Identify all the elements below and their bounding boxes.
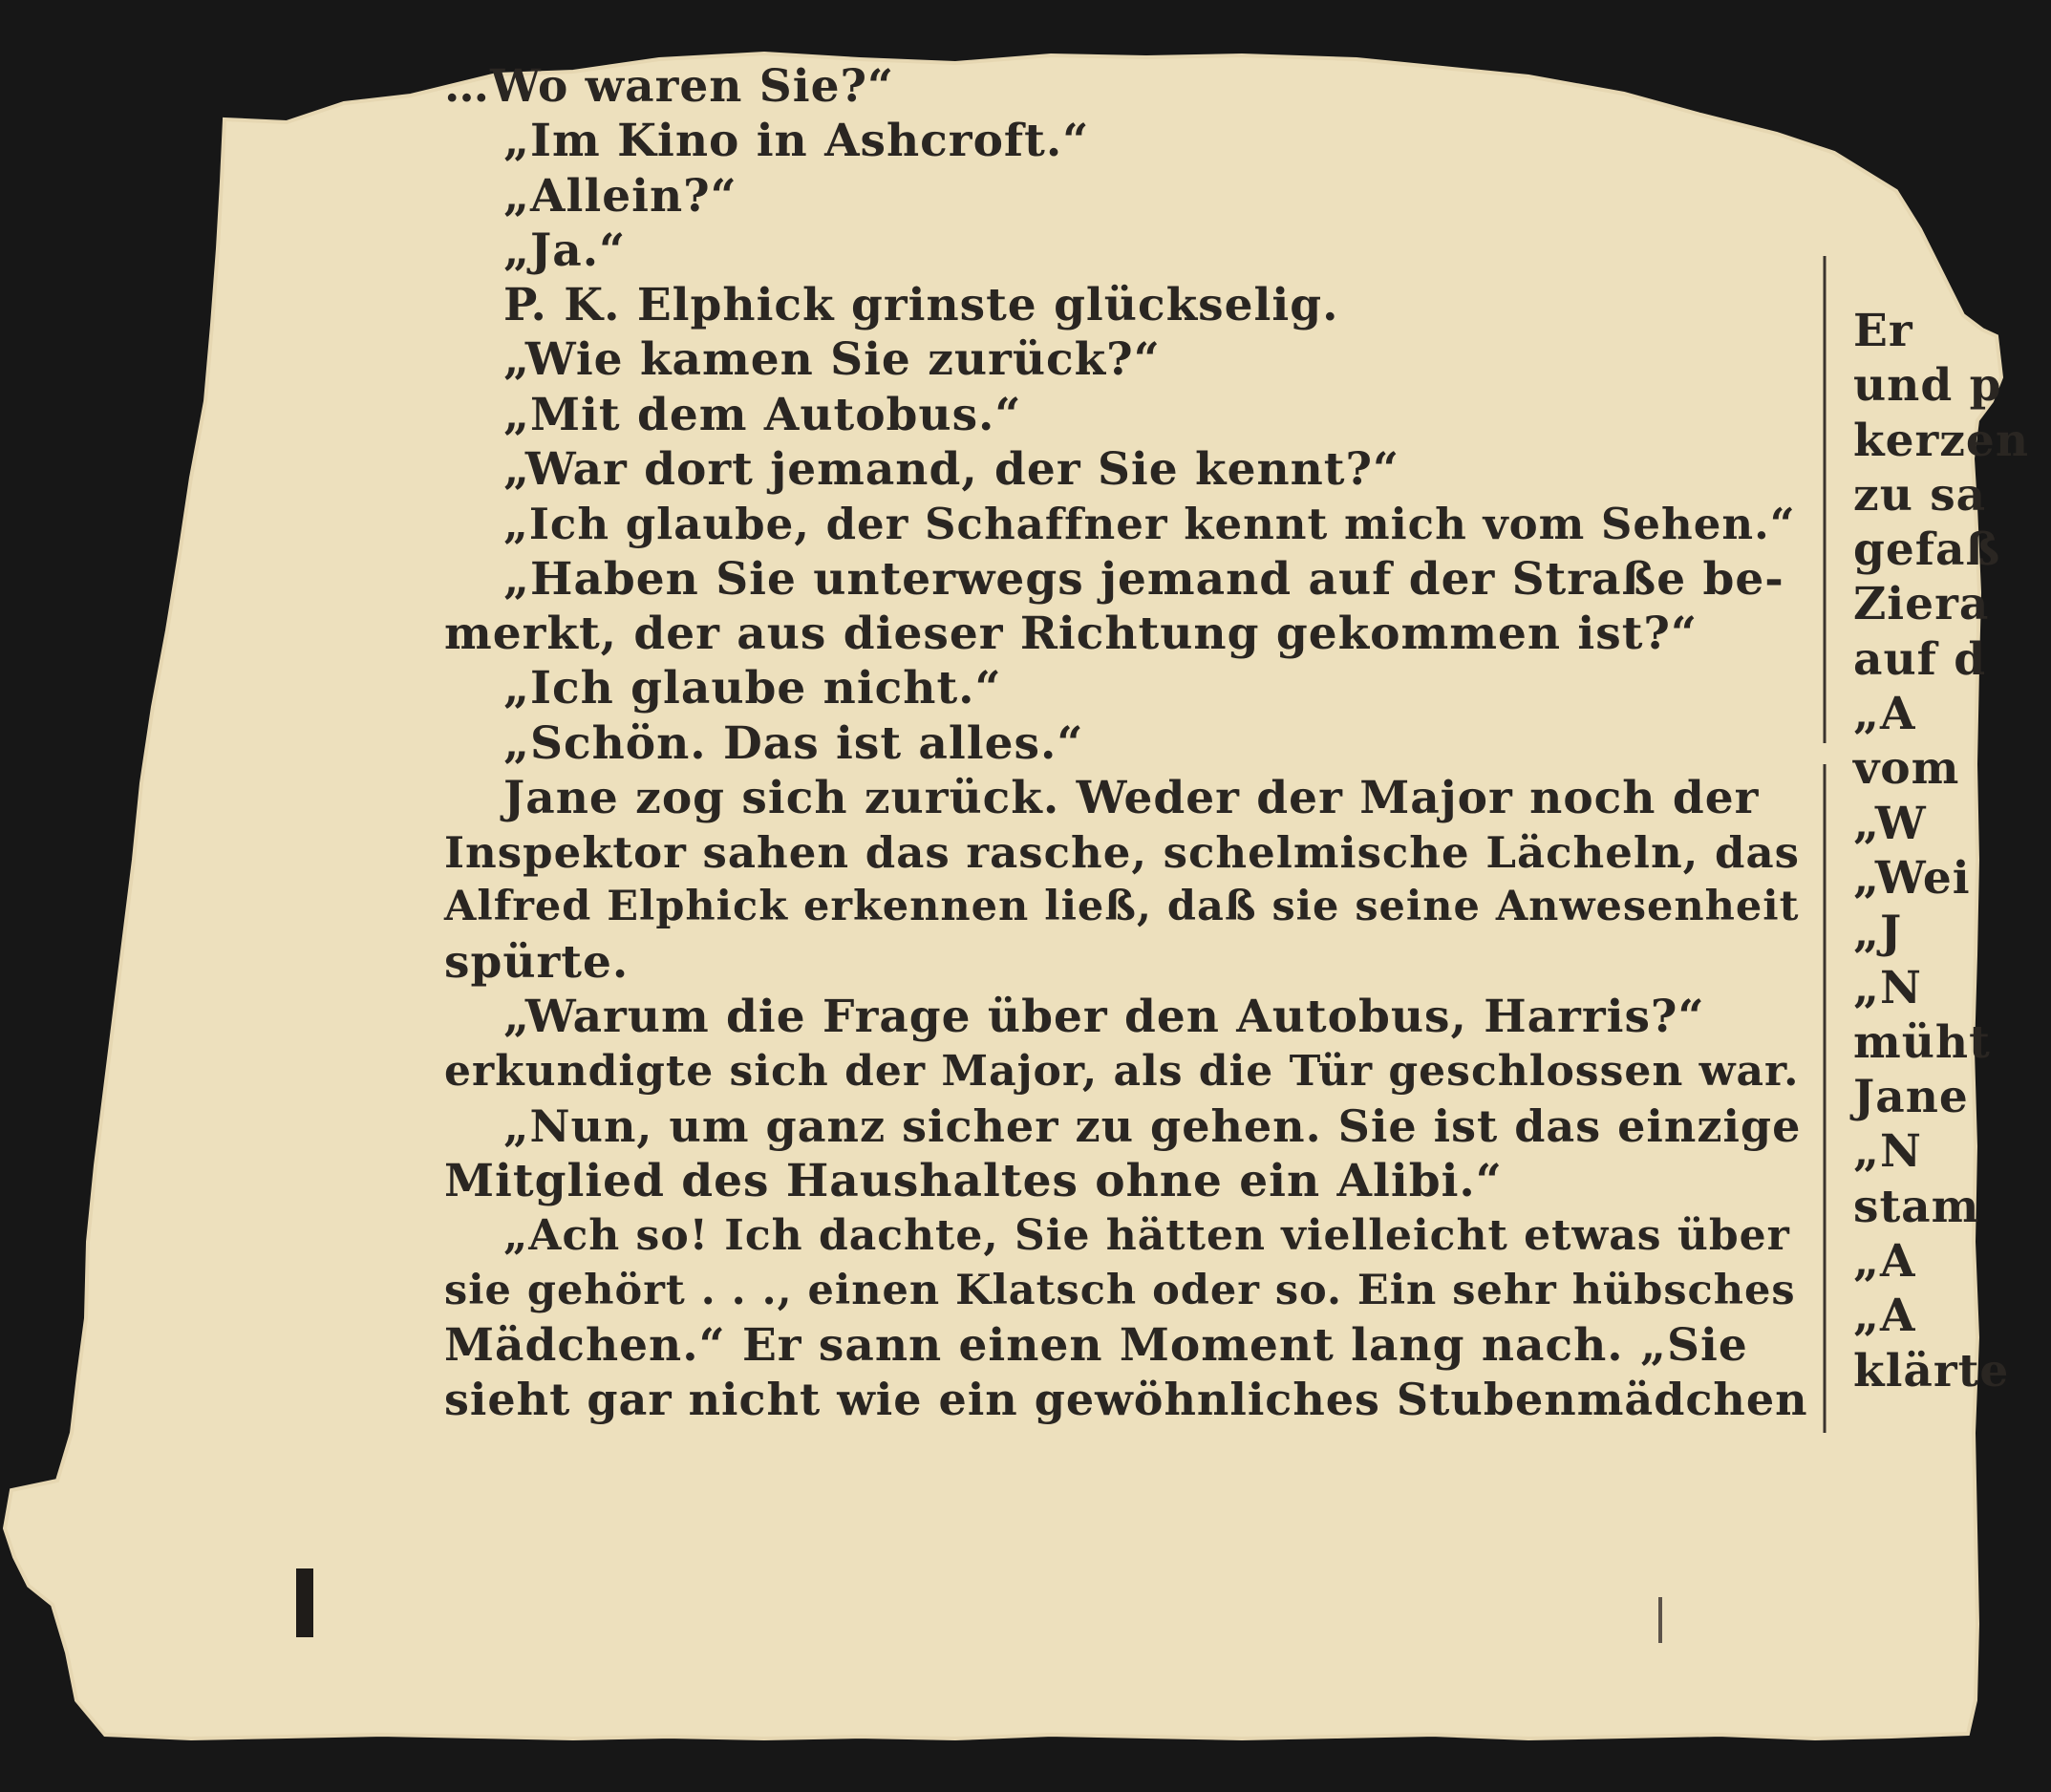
text-line-fragment: gefaß [1853, 523, 2001, 577]
text-line: „Ach so! Ich dachte, Sie hätten vielleicht etwas über [503, 1211, 1790, 1261]
text-line: Inspektor sahen das rasche, schelmische Lächeln, das [444, 827, 1800, 879]
text-line-fragment: „N [1853, 1125, 1922, 1179]
text-line-fragment: auf d [1853, 632, 1987, 686]
text-line-fragment: Er [1853, 305, 1913, 357]
text-line: „Haben Sie unterwegs jemand auf der Straße be- [503, 552, 1784, 606]
text-line-fragment: „A [1853, 688, 1916, 741]
text-line-fragment: Ziera [1853, 578, 1990, 631]
text-line-fragment: vom [1853, 742, 1960, 796]
text-line: „Ich glaube nicht.“ [503, 662, 1002, 715]
text-line-fragment: „A [1853, 1290, 1916, 1343]
text-line-fragment: kerzen [1853, 414, 2029, 467]
text-line-fragment: müht [1853, 1015, 1991, 1069]
ink-blot-left [296, 1568, 313, 1637]
text-line: „Ich glaube, der Schaffner kennt mich vom Sehen.“ [503, 499, 1796, 550]
text-line: „Ja.“ [503, 224, 627, 277]
text-line: spürte. [444, 935, 630, 989]
text-line-fragment: und p [1853, 359, 2002, 413]
text-line: merkt, der aus dieser Richtung gekommen ist?“ [444, 607, 1698, 660]
text-line-fragment: „N [1853, 961, 1922, 1014]
text-line-fragment: „W [1853, 797, 1927, 850]
article-column-main [444, 59, 1815, 1427]
text-line: Mädchen.“ Er sann einen Moment lang nach. „Sie [444, 1318, 1748, 1372]
text-line: …Wo waren Sie?“ [444, 60, 895, 113]
text-line: sieht gar nicht wie ein gewöhnliches Stubenmädchen [444, 1374, 1808, 1426]
text-line: „Wie kamen Sie zurück?“ [503, 333, 1161, 387]
text-line: „Warum die Frage über den Autobus, Harris?“ [503, 991, 1705, 1044]
article-column-right-fragment [1853, 304, 2029, 1398]
text-line-fragment: zu sa [1853, 468, 1987, 522]
text-line-fragment: Jane [1853, 1071, 1969, 1124]
text-line: P. K. Elphick grinste glückselig. [503, 279, 1339, 332]
text-line: „Allein?“ [503, 169, 737, 223]
text-line-fragment: stam [1853, 1180, 1980, 1233]
text-line: Mitglied des Haushaltes ohne ein Alibi.“ [444, 1154, 1503, 1207]
text-line-fragment: „J [1853, 907, 1903, 960]
text-line: „Mit dem Autobus.“ [503, 388, 1022, 441]
text-line: „Schön. Das ist alles.“ [503, 716, 1084, 770]
text-line: „War dort jemand, der Sie kennt?“ [503, 443, 1400, 497]
text-line: Jane zog sich zurück. Weder der Major noch der [503, 771, 1760, 824]
text-line-fragment: „A [1853, 1235, 1916, 1289]
text-line: Alfred Elphick erkennen ließ, daß sie seine Anwesenheit [444, 883, 1800, 931]
text-line: erkundigte sich der Major, als die Tür geschlossen war. [444, 1047, 1800, 1097]
text-line-fragment: „Wei [1853, 851, 1971, 905]
text-line-fragment: klärte [1853, 1344, 2010, 1397]
text-line: sie gehört . . ., einen Klatsch oder so. Ein sehr hübsches [444, 1266, 1796, 1314]
text-line: „Nun, um ganz sicher zu gehen. Sie ist das einzige [503, 1099, 1802, 1152]
ink-blot-right [1658, 1597, 1662, 1643]
text-line: „Im Kino in Ashcroft.“ [503, 115, 1090, 168]
